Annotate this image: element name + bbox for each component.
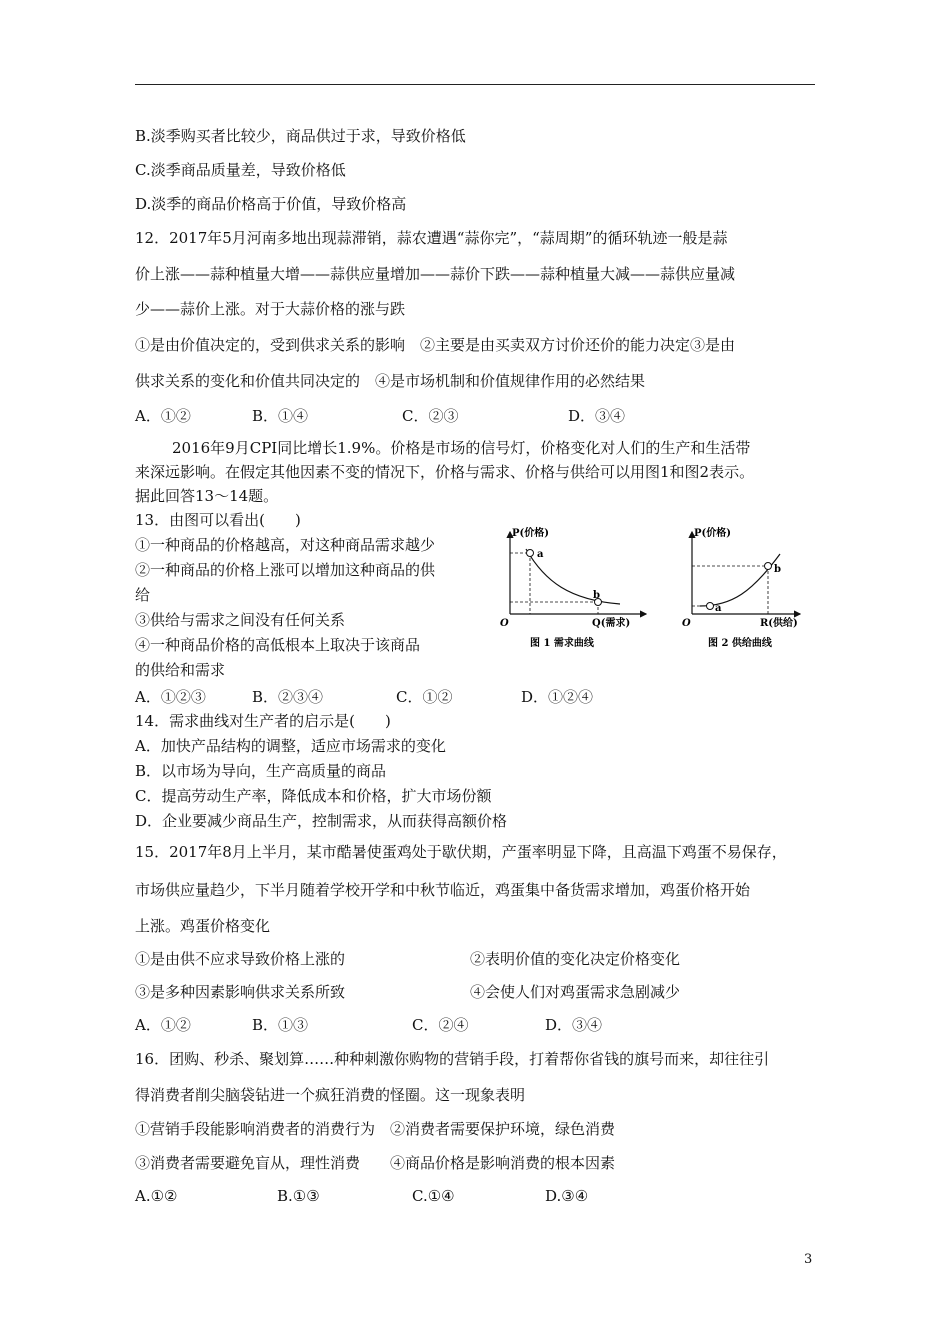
q15-choice: ③是多种因素影响供求关系所致: [135, 983, 346, 1001]
q14-option-a: A．加快产品结构的调整，适应市场需求的变化: [135, 737, 446, 755]
point-b: [765, 563, 772, 570]
q12-option: B．①④: [252, 407, 309, 425]
q13-choice-line: 给: [135, 586, 151, 604]
q12-stem-line: 12．2017年5月河南多地出现蒜滞销，蒜农遭遇“蒜你完”，“蒜周期”的循环轨迹一般是蒜: [135, 229, 728, 247]
q15-option: C．②④: [412, 1016, 469, 1034]
q15-choice: ②表明价值的变化决定价格变化: [470, 950, 681, 968]
q14-stem: 14．需求曲线对生产者的启示是( ): [135, 712, 391, 730]
point-b-label: b: [593, 590, 600, 601]
q12-option: A．①②: [135, 407, 191, 425]
q11-option-c: C.淡季商品质量差，导致价格低: [135, 161, 346, 179]
q12-choice-line: ①是由价值决定的，受到供求关系的影响 ②主要是由买卖双方讨价还价的能力决定③是由: [135, 336, 736, 354]
q13-option: B．②③④: [252, 688, 324, 706]
q12-stem-line: 少——蒜价上涨。对于大蒜价格的涨与跌: [135, 300, 406, 318]
intro-line: 来深远影响。在假定其他因素不变的情况下，价格与需求、价格与供给可以用图1和图2表示。: [135, 463, 755, 481]
q14-option-b: B．以市场为导向，生产高质量的商品: [135, 762, 387, 780]
q12-option: D．③④: [568, 407, 626, 425]
q13-choice-line: ④一种商品价格的高低根本上取决于该商品: [135, 636, 421, 654]
q11-option-d: D.淡季的商品价格高于价值，导致价格高: [135, 195, 407, 213]
intro-line: 2016年9月CPI同比增长1.9%。价格是市场的信号灯，价格变化对人们的生产和生活带: [172, 439, 751, 457]
q15-choice: ①是由供不应求导致价格上涨的: [135, 950, 346, 968]
q16-stem-line: 16．团购、秒杀、聚划算……种种刺激你购物的营销手段，打着帮你省钱的旗号而来，却往往引: [135, 1050, 770, 1068]
q15-stem-line: 上涨。鸡蛋价格变化: [135, 917, 271, 935]
y-axis-label: P(价格): [512, 528, 549, 539]
point-a-label: a: [537, 549, 544, 560]
q15-option: B．①③: [252, 1016, 309, 1034]
point-a-label: a: [715, 603, 722, 614]
intro-line: 据此回答13～14题。: [135, 487, 279, 505]
point-a: [527, 550, 534, 557]
q16-choice-line: ③消费者需要避免盲从，理性消费 ④商品价格是影响消费的根本因素: [135, 1154, 616, 1172]
q16-option: B.①③: [277, 1187, 320, 1205]
q13-choice-line: ①一种商品的价格越高，对这种商品需求越少: [135, 536, 436, 554]
point-a: [707, 603, 714, 610]
q13-option: A．①②③: [135, 688, 206, 706]
q14-option-d: D．企业要减少商品生产，控制需求，从而获得高额价格: [135, 812, 508, 830]
page-number: 3: [804, 1252, 813, 1267]
q14-option-c: C．提高劳动生产率，降低成本和价格，扩大市场份额: [135, 787, 492, 805]
x-axis-label: R(供给): [760, 618, 798, 629]
q13-option: D．①②④: [521, 688, 594, 706]
origin-label: O: [682, 618, 691, 629]
q16-option: A.①②: [135, 1187, 178, 1205]
q15-option: D．③④: [545, 1016, 603, 1034]
q13-choice-line: ②一种商品的价格上涨可以增加这种商品的供: [135, 561, 436, 579]
figure-caption: 图 1 需求曲线: [530, 638, 594, 649]
q15-options: [135, 1016, 815, 1034]
figure-caption: 图 2 供给曲线: [708, 638, 772, 649]
q15-option: A．①②: [135, 1016, 191, 1034]
q15-stem-line: 15．2017年8月上半月，某市酷暑使蛋鸡处于歇伏期，产蛋率明显下降，且高温下鸡蛋不易保存，: [135, 843, 787, 861]
q15-choice: ④会使人们对鸡蛋需求急剧减少: [470, 983, 681, 1001]
y-axis-label: P(价格): [694, 528, 731, 539]
point-b-label: b: [774, 564, 781, 575]
q12-option: C．②③: [402, 407, 459, 425]
q12-stem-line: 价上涨——蒜种植量大增——蒜供应量增加——蒜价下跌——蒜种植量大减——蒜供应量减: [135, 265, 736, 283]
q13-stem: 13．由图可以看出( ): [135, 511, 301, 529]
demand-curve-figure: [500, 522, 660, 654]
q16-options: [135, 1187, 815, 1205]
q12-choice-line: 供求关系的变化和价值共同决定的 ④是市场机制和价值规律作用的必然结果: [135, 372, 646, 390]
q16-stem-line: 得消费者削尖脑袋钻进一个疯狂消费的怪圈。这一现象表明: [135, 1086, 526, 1104]
q13-choice-line: 的供给和需求: [135, 661, 226, 679]
q13-choice-line: ③供给与需求之间没有任何关系: [135, 611, 346, 629]
q16-choice-line: ①营销手段能影响消费者的消费行为 ②消费者需要保护环境，绿色消费: [135, 1120, 616, 1138]
x-axis-label: Q(需求): [592, 618, 631, 629]
q16-option: D.③④: [545, 1187, 589, 1205]
q13-options: [135, 688, 815, 706]
q16-option: C.①④: [412, 1187, 455, 1205]
supply-curve-figure: [682, 522, 814, 654]
q13-option: C．①②: [396, 688, 453, 706]
q15-stem-line: 市场供应量趋少，下半月随着学校开学和中秋节临近，鸡蛋集中备货需求增加，鸡蛋价格开始: [135, 881, 751, 899]
q11-option-b: B.淡季购买者比较少，商品供过于求，导致价格低: [135, 127, 466, 145]
origin-label: O: [500, 618, 509, 629]
q12-options: [135, 407, 815, 425]
header-rule: [135, 84, 815, 85]
